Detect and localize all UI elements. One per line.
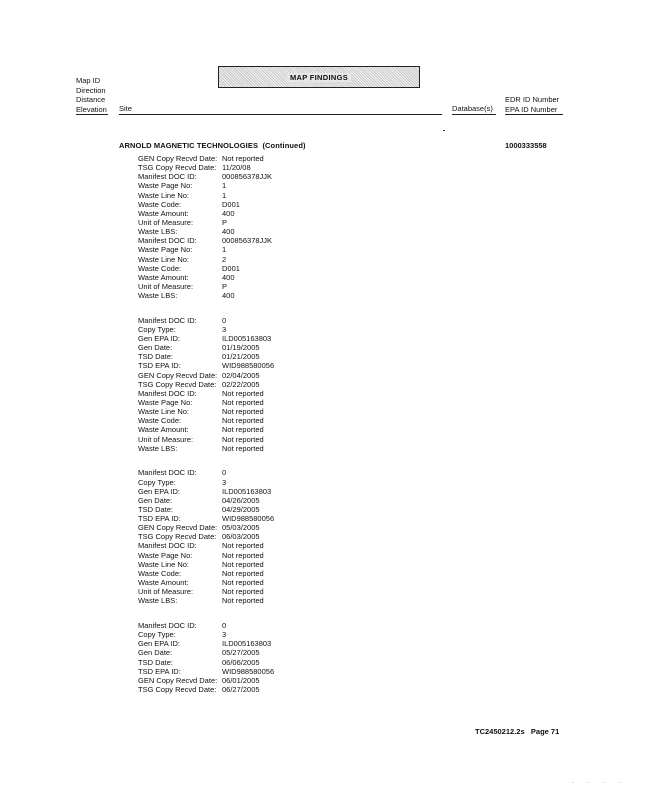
record-field-label: Waste Amount: — [138, 272, 189, 282]
record-field-label: Waste Code: — [138, 263, 182, 273]
record-field-value: 3 — [222, 630, 227, 640]
record-row — [138, 416, 274, 425]
record-field-value: 05/27/2005 — [222, 648, 260, 658]
record-row — [138, 496, 274, 505]
record-field-label: Waste LBS: — [138, 596, 178, 606]
record-field-value: Not reported — [222, 425, 264, 435]
record-field-value: 1 — [222, 190, 227, 200]
record-row — [138, 541, 274, 550]
record-field-label: Manifest DOC ID: — [138, 172, 197, 182]
record-row — [138, 371, 274, 380]
record-field-value: 1 — [222, 181, 227, 191]
record-field-label: Waste LBS: — [138, 291, 178, 301]
record-field-value: Not reported — [222, 388, 264, 398]
record-field-label: TSD EPA ID: — [138, 514, 181, 524]
record-row — [138, 551, 274, 560]
record-field-value: 04/26/2005 — [222, 495, 260, 505]
record-field-label: TSD Date: — [138, 504, 174, 514]
record-row — [138, 630, 274, 639]
left-labels-underline — [76, 114, 108, 115]
record-row — [138, 685, 274, 694]
record-row — [138, 343, 274, 352]
record-field-label: TSD EPA ID: — [138, 361, 181, 371]
record-row — [138, 578, 274, 587]
record-field-label: Copy Type: — [138, 324, 176, 334]
record-row — [138, 209, 274, 218]
record-field-label: TSG Copy Recvd Date: — [138, 532, 217, 542]
record-field-value: Not reported — [222, 568, 264, 578]
header-left-labels — [76, 76, 107, 114]
record-row — [138, 444, 274, 453]
record-field-value: Not reported — [222, 587, 264, 597]
record-field-label: Gen EPA ID: — [138, 486, 180, 496]
record-row — [138, 569, 274, 578]
record-field-label: Manifest DOC ID: — [138, 541, 197, 551]
record-field-value: Not reported — [222, 434, 264, 444]
record-row — [138, 291, 274, 300]
record-row — [138, 667, 274, 676]
record-row — [138, 587, 274, 596]
record-field-label: Waste Amount: — [138, 425, 189, 435]
record-field-value: 400 — [222, 208, 235, 218]
site-column-rule — [119, 114, 442, 115]
site-name: ARNOLD MAGNETIC TECHNOLOGIES — [119, 141, 259, 150]
record-row — [138, 181, 274, 190]
record-field-label: Unit of Measure: — [138, 434, 194, 444]
record-field-label: Copy Type: — [138, 477, 176, 487]
record-row — [138, 361, 274, 370]
banner-title: MAP FINDINGS — [287, 73, 351, 82]
record-field-label: Waste LBS: — [138, 443, 178, 453]
record-field-label: Manifest DOC ID: — [138, 388, 197, 398]
record-field-label: Unit of Measure: — [138, 217, 194, 227]
record-field-value: Not reported — [222, 416, 264, 426]
manifest-record-group — [138, 468, 274, 605]
record-field-label: Waste Amount: — [138, 208, 189, 218]
elevation-label: Elevation — [76, 104, 107, 114]
record-row — [138, 154, 274, 163]
scan-speck — [443, 130, 445, 131]
record-field-value: 3 — [222, 324, 227, 334]
record-row — [138, 532, 274, 541]
record-row — [138, 478, 274, 487]
record-field-value: Not reported — [222, 550, 264, 560]
record-row — [138, 425, 274, 434]
record-row — [138, 255, 274, 264]
record-field-label: Waste Line No: — [138, 407, 189, 417]
record-field-label: Waste Code: — [138, 199, 182, 209]
record-field-value: Not reported — [222, 541, 264, 551]
record-field-value: 06/01/2005 — [222, 675, 260, 685]
record-field-label: Waste Line No: — [138, 559, 189, 569]
record-field-label: GEN Copy Recvd Date: — [138, 675, 218, 685]
record-field-label: Copy Type: — [138, 630, 176, 640]
record-field-value: Not reported — [222, 398, 264, 408]
record-field-value: Not reported — [222, 443, 264, 453]
record-row — [138, 334, 274, 343]
record-field-label: Gen Date: — [138, 648, 173, 658]
database-column-label: Database(s) — [452, 104, 493, 113]
record-field-label: Manifest DOC ID: — [138, 236, 197, 246]
record-row — [138, 648, 274, 657]
record-field-label: Unit of Measure: — [138, 281, 194, 291]
record-field-label: Waste Code: — [138, 416, 182, 426]
record-row — [138, 282, 274, 291]
record-field-label: Manifest DOC ID: — [138, 315, 197, 325]
record-row — [138, 639, 274, 648]
record-field-label: GEN Copy Recvd Date: — [138, 370, 218, 380]
record-field-label: TSG Copy Recvd Date: — [138, 379, 217, 389]
manifest-records — [138, 154, 274, 710]
record-field-label: Waste Page No: — [138, 181, 193, 191]
edr-column-rule — [505, 114, 563, 115]
record-field-label: Waste Page No: — [138, 550, 193, 560]
map-id-label: Map ID — [76, 76, 101, 85]
record-field-value: WID988580056 — [222, 361, 275, 371]
record-field-label: Waste Line No: — [138, 190, 189, 200]
record-row — [138, 316, 274, 325]
record-field-value: ILD005163803 — [222, 334, 272, 344]
record-field-value: 000856378JJK — [222, 172, 273, 182]
site-column-label: Site — [119, 104, 132, 113]
record-field-value: 02/22/2005 — [222, 379, 260, 389]
record-row — [138, 596, 274, 605]
record-row — [138, 245, 274, 254]
record-field-label: TSG Copy Recvd Date: — [138, 163, 217, 173]
document-id: TC2450212.2s — [475, 727, 525, 736]
record-field-value: Not reported — [222, 154, 264, 163]
record-row — [138, 658, 274, 667]
record-field-value: P — [222, 217, 228, 227]
record-field-label: Unit of Measure: — [138, 587, 194, 597]
record-field-value: Not reported — [222, 407, 264, 417]
continued-marker: (Continued) — [262, 141, 306, 150]
edr-id-number-label: EDR ID Number — [505, 95, 560, 104]
record-field-value: 400 — [222, 227, 235, 237]
record-row — [138, 264, 274, 273]
record-field-label: GEN Copy Recvd Date: — [138, 154, 218, 163]
record-row — [138, 487, 274, 496]
record-field-value: 05/03/2005 — [222, 523, 260, 533]
record-field-value: 04/29/2005 — [222, 504, 260, 514]
record-row — [138, 273, 274, 282]
page-number: Page 71 — [530, 727, 560, 736]
record-field-label: Waste Amount: — [138, 578, 189, 588]
record-row — [138, 560, 274, 569]
record-field-value: 000856378JJK — [222, 236, 273, 246]
scan-specks: · · · · — [572, 780, 627, 786]
record-field-value: 0 — [222, 468, 227, 478]
record-row — [138, 172, 274, 181]
record-field-value: Not reported — [222, 559, 264, 569]
record-row — [138, 435, 274, 444]
map-findings-banner — [218, 66, 420, 88]
record-row — [138, 389, 274, 398]
record-field-label: Waste Line No: — [138, 254, 189, 264]
record-row — [138, 621, 274, 630]
record-field-label: Waste LBS: — [138, 227, 178, 237]
record-field-value: WID988580056 — [222, 514, 275, 524]
record-field-label: Gen EPA ID: — [138, 334, 180, 344]
record-field-label: Manifest DOC ID: — [138, 468, 197, 478]
record-field-value: Not reported — [222, 578, 264, 588]
record-field-label: TSD Date: — [138, 657, 174, 667]
record-field-value: 11/20/08 — [222, 163, 251, 173]
record-field-value: D001 — [222, 199, 240, 209]
record-field-value: WID988580056 — [222, 666, 275, 676]
page-footer — [475, 727, 559, 736]
record-row — [138, 380, 274, 389]
manifest-record-group — [138, 154, 274, 300]
site-name-line — [119, 141, 306, 150]
record-field-value: 06/03/2005 — [222, 532, 260, 542]
direction-label: Direction — [76, 85, 106, 95]
record-row — [138, 218, 274, 227]
record-field-value: 3 — [222, 477, 227, 487]
record-row — [138, 236, 274, 245]
record-field-label: GEN Copy Recvd Date: — [138, 523, 218, 533]
record-field-label: TSD Date: — [138, 352, 174, 362]
record-field-value: 400 — [222, 291, 235, 301]
record-field-value: ILD005163803 — [222, 639, 272, 649]
record-field-value: 2 — [222, 254, 227, 264]
record-field-value: 06/06/2005 — [222, 657, 260, 667]
record-row — [138, 352, 274, 361]
record-field-value: 06/27/2005 — [222, 684, 260, 694]
record-row — [138, 523, 274, 532]
record-row — [138, 163, 274, 172]
record-row — [138, 325, 274, 334]
record-field-value: D001 — [222, 263, 240, 273]
record-field-value: 0 — [222, 620, 227, 630]
record-field-label: Manifest DOC ID: — [138, 620, 197, 630]
database-column-rule — [452, 114, 496, 115]
record-field-value: 400 — [222, 272, 235, 282]
record-row — [138, 191, 274, 200]
record-row — [138, 514, 274, 523]
record-field-label: Waste Page No: — [138, 398, 193, 408]
record-row — [138, 468, 274, 477]
record-field-value: 01/21/2005 — [222, 352, 260, 362]
record-field-value: 01/19/2005 — [222, 343, 260, 353]
record-field-label: Waste Page No: — [138, 245, 193, 255]
record-field-label: TSD EPA ID: — [138, 666, 181, 676]
record-field-value: Not reported — [222, 596, 264, 606]
record-row — [138, 398, 274, 407]
record-field-label: Gen Date: — [138, 495, 173, 505]
distance-label: Distance — [76, 95, 106, 104]
record-row — [138, 200, 274, 209]
record-field-label: Waste Code: — [138, 568, 182, 578]
edr-epa-id-labels — [505, 95, 559, 114]
record-row — [138, 407, 274, 416]
record-field-value: 02/04/2005 — [222, 370, 260, 380]
record-field-value: P — [222, 281, 228, 291]
record-row — [138, 676, 274, 685]
record-field-value: 1 — [222, 245, 227, 255]
record-field-label: Gen Date: — [138, 343, 173, 353]
record-field-label: Gen EPA ID: — [138, 639, 180, 649]
record-field-value: ILD005163803 — [222, 486, 272, 496]
record-row — [138, 227, 274, 236]
manifest-record-group — [138, 316, 274, 453]
site-epa-id: 1000333558 — [505, 141, 547, 150]
record-row — [138, 505, 274, 514]
epa-id-number-label: EPA ID Number — [505, 104, 558, 114]
record-field-value: 0 — [222, 315, 227, 325]
record-field-label: TSG Copy Recvd Date: — [138, 684, 217, 694]
manifest-record-group — [138, 621, 274, 694]
